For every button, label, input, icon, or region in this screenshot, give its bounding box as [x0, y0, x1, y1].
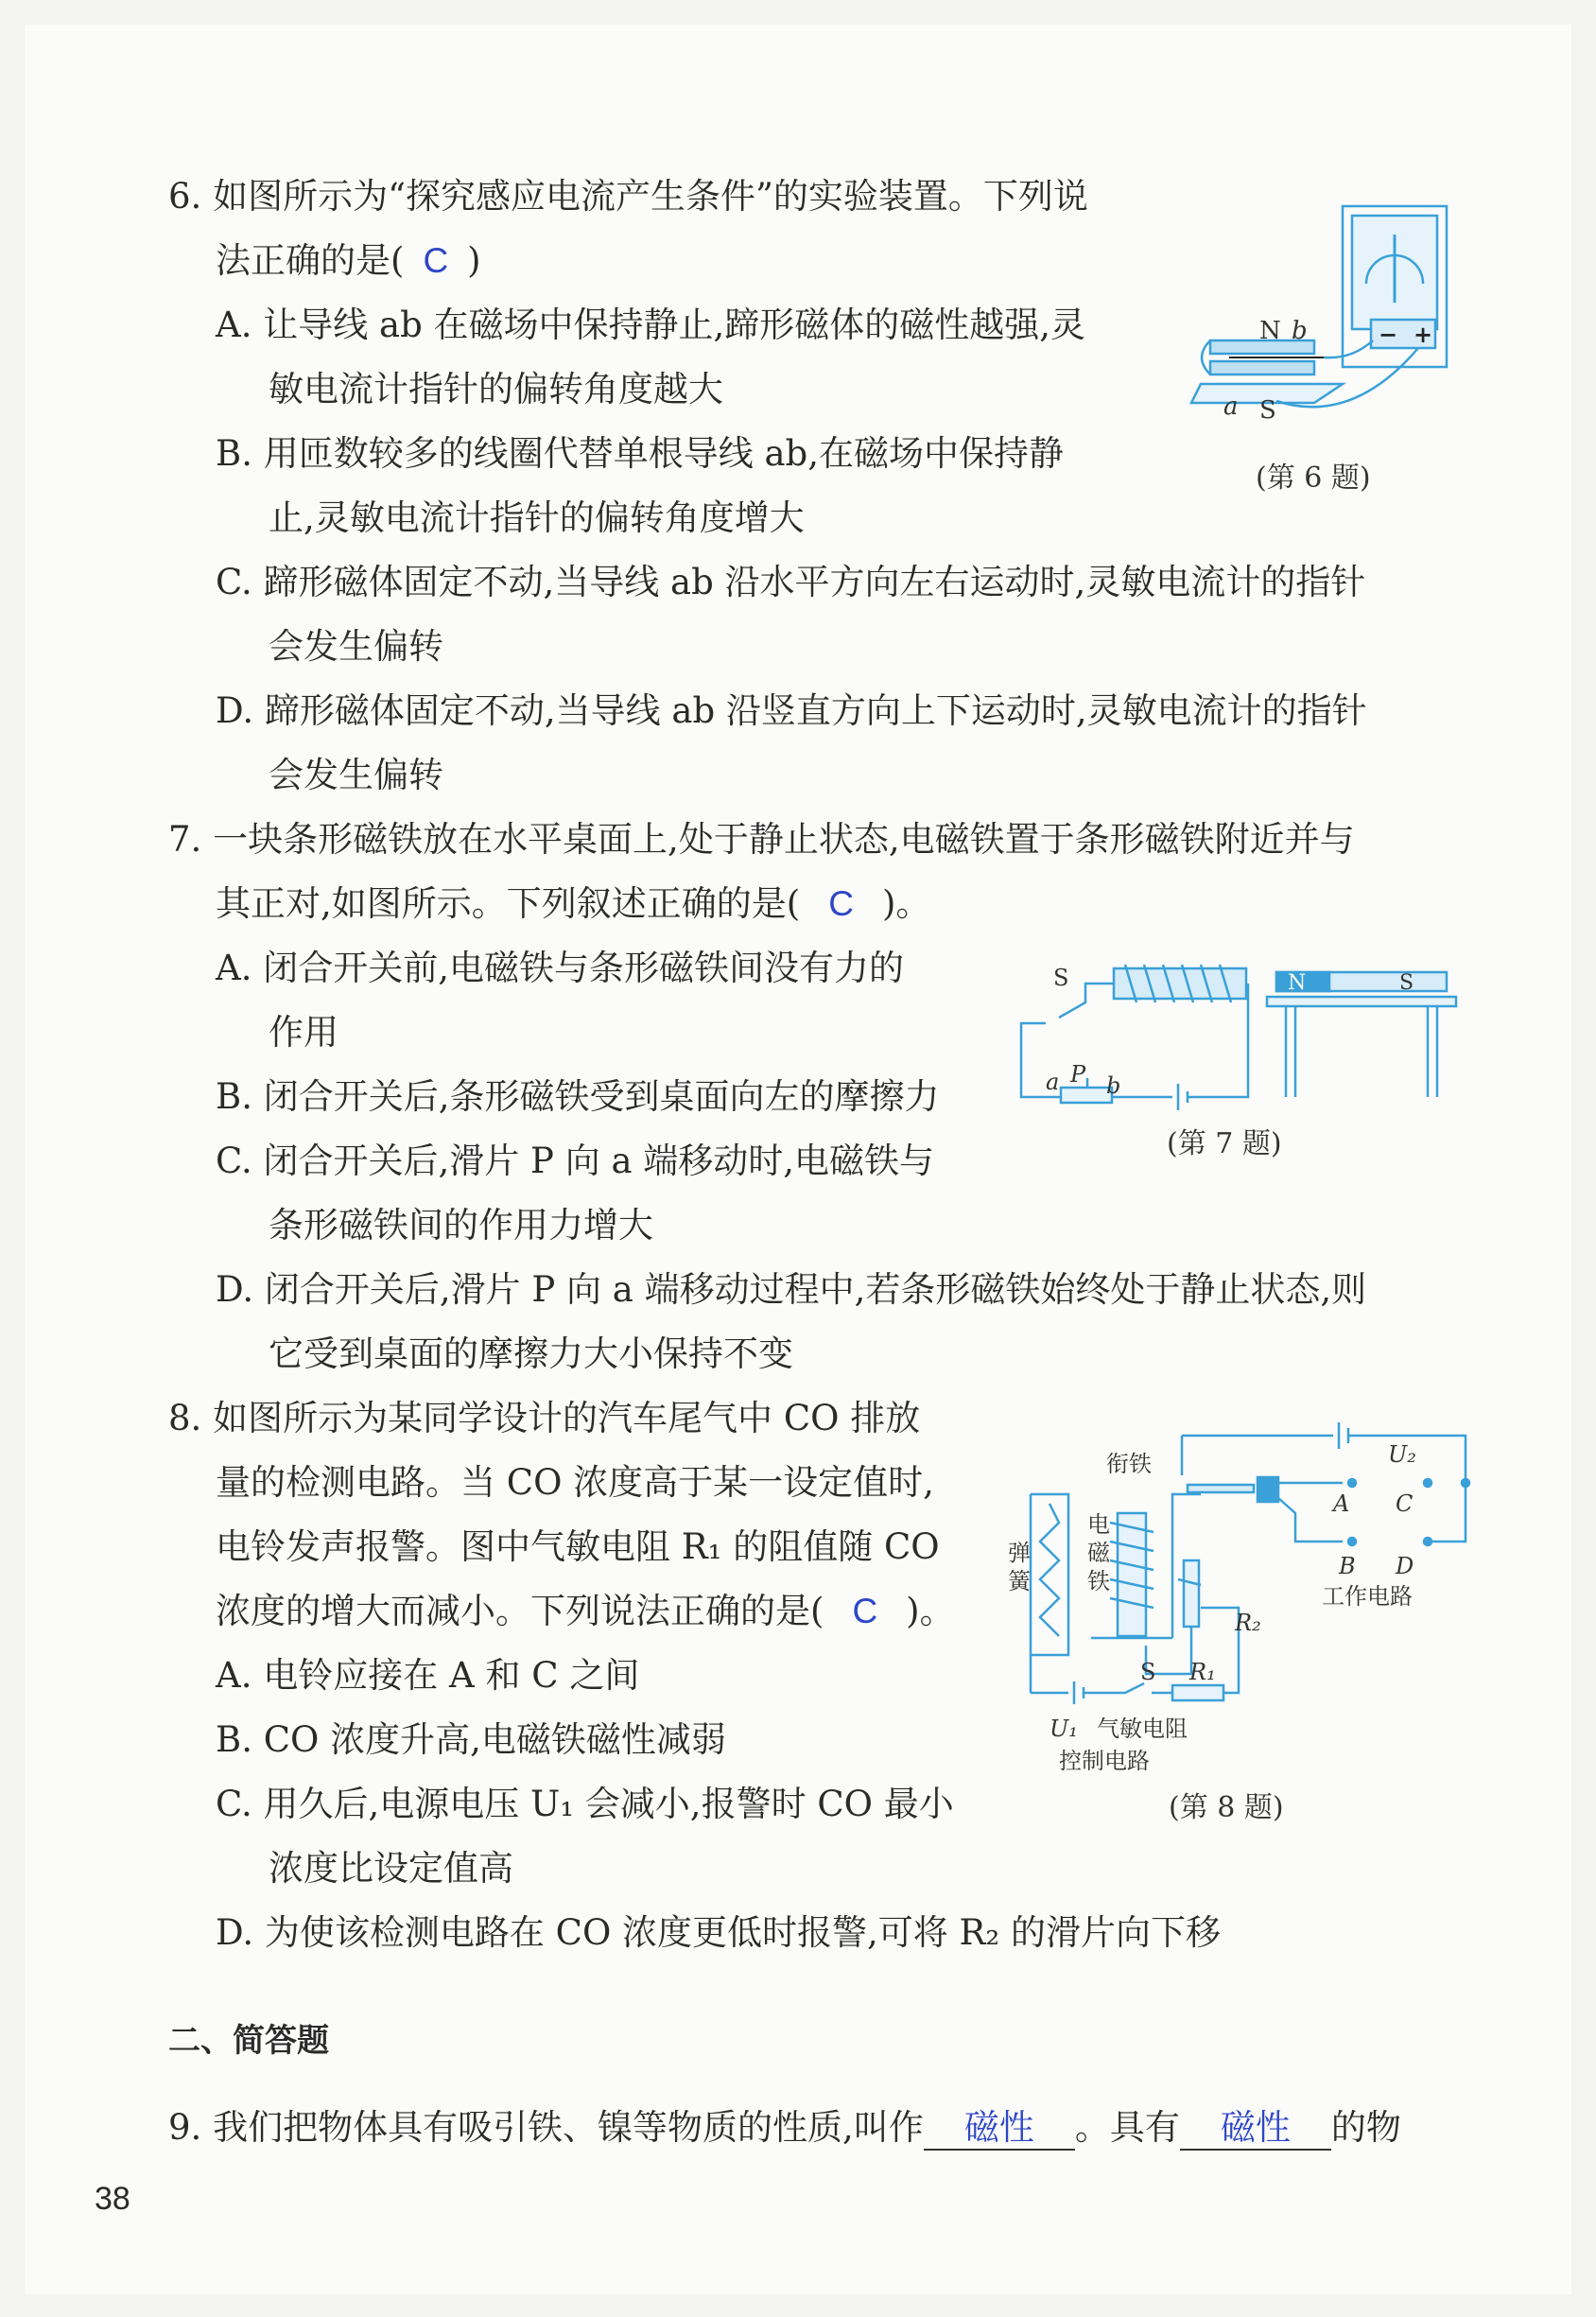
spring-frame	[1031, 1494, 1068, 1655]
fig7-label-s2: S	[1399, 971, 1414, 995]
q6-answer: C	[423, 241, 449, 280]
q8-caption: (第 8 题)	[1169, 1791, 1284, 1824]
q8-option-d-line1: D. 为使该检测电路在 CO 浓度更低时报警,可将 R₂ 的滑片向下移	[216, 1912, 1222, 1953]
q8-option-c-line1: C. 用久后,电源电压 U₁ 会减小,报警时 CO 最小	[216, 1784, 954, 1824]
q8-stem-suffix: )。	[906, 1591, 955, 1631]
q8-stem-prefix: 浓度的增大而减小。下列说法正确的是(	[216, 1591, 824, 1631]
fig8-label-em3: 铁	[1087, 1568, 1110, 1594]
fig8-label-control: 控制电路	[1059, 1748, 1150, 1774]
fig8-label-u2: U₂	[1388, 1441, 1416, 1468]
q6-caption: (第 6 题)	[1256, 462, 1371, 495]
q6-option-c-line2: 会发生偏转	[269, 626, 443, 667]
fig8-label-a: A	[1333, 1490, 1350, 1517]
r1-sensor	[1172, 1685, 1223, 1700]
horseshoe-magnet-bottom	[1210, 361, 1314, 375]
fig8-label-c: C	[1396, 1490, 1414, 1517]
fig8-label-em1: 电	[1087, 1511, 1110, 1538]
q9-prefix: 9. 我们把物体具有吸引铁、镍等物质的性质,叫作	[168, 2107, 924, 2148]
fig6-label-s: S	[1259, 396, 1276, 425]
fig7-label-p: P	[1070, 1061, 1086, 1088]
q7-option-c-line2: 条形磁铁间的作用力增大	[269, 1205, 653, 1246]
table-top	[1267, 997, 1456, 1006]
q7-stem-line2	[216, 883, 930, 925]
q6-stem-suffix: )	[467, 240, 481, 281]
fig6-label-a: a	[1223, 392, 1239, 421]
fig8-label-d: D	[1396, 1553, 1414, 1579]
fig8-label-em2: 磁	[1087, 1540, 1110, 1566]
fig8-label-u1: U₁	[1050, 1716, 1078, 1742]
rheostat	[1061, 1088, 1112, 1103]
q7-caption: (第 7 题)	[1167, 1127, 1282, 1160]
q7-option-c-line1: C. 闭合开关后,滑片 P 向 a 端移动时,电磁铁与	[216, 1141, 935, 1181]
fig8-label-r2: R₂	[1235, 1610, 1261, 1636]
q6-figure-galvanometer	[1201, 199, 1484, 435]
page-number: 38	[95, 2181, 130, 2217]
fig7-label-a: a	[1046, 1069, 1060, 1095]
q6-option-a-line2: 敏电流计指针的偏转角度越大	[269, 369, 723, 409]
q8-option-a-line1: A. 电铃应接在 A 和 C 之间	[216, 1655, 640, 1696]
fig7-label-n: N	[1288, 971, 1307, 995]
q6-option-d-line1: D. 蹄形磁体固定不动,当导线 ab 沿竖直方向上下运动时,灵敏电流计的指针	[216, 690, 1367, 731]
fig7-label-b: b	[1106, 1072, 1121, 1099]
q6-stem-line1: 6. 如图所示为“探究感应电流产生条件”的实验装置。下列说	[168, 176, 1088, 217]
q6-option-d-line2: 会发生偏转	[269, 755, 443, 795]
electromagnet-core	[1118, 1513, 1146, 1636]
fig8-label-spring1: 弹	[1008, 1540, 1031, 1566]
r2-rheostat	[1184, 1560, 1199, 1627]
fig8-label-armature: 衔铁	[1106, 1451, 1152, 1477]
fig8-label-r1: R₁	[1189, 1659, 1216, 1685]
q7-answer: C	[828, 884, 854, 923]
q9-blank-2: 磁性	[1180, 2107, 1331, 2151]
q8-figure-circuit	[1008, 1419, 1484, 1797]
q8-answer: C	[852, 1592, 878, 1630]
q9-suffix: 的物	[1330, 2107, 1401, 2148]
q7-stem-line1: 7. 一块条形磁铁放在水平桌面上,处于静止状态,电磁铁置于条形磁铁附近并与	[168, 819, 1355, 860]
fig8-label-spring2: 簧	[1008, 1568, 1031, 1594]
q6-option-b-line2: 止,灵敏电流计指针的偏转角度增大	[269, 497, 805, 538]
q7-figure-circuit	[1012, 955, 1475, 1116]
section-heading: 二、简答题	[168, 2022, 329, 2060]
armature	[1188, 1485, 1254, 1492]
fig6-minus: −	[1379, 321, 1398, 348]
fig6-label-n: N	[1259, 317, 1281, 345]
q7-option-d-line2: 它受到桌面的摩擦力大小保持不变	[269, 1333, 793, 1374]
fig8-label-s: S	[1140, 1659, 1156, 1685]
q7-stem-prefix: 其正对,如图所示。下列叙述正确的是(	[216, 883, 801, 924]
q8-stem-line1: 8. 如图所示为某同学设计的汽车尾气中 CO 排放	[168, 1398, 921, 1438]
q8-option-b-line1: B. CO 浓度升高,电磁铁磁性减弱	[216, 1719, 726, 1760]
q9-blank-1: 磁性	[924, 2107, 1075, 2151]
fig8-label-sensor: 气敏电阻	[1097, 1716, 1188, 1742]
fig8-label-work-circuit: 工作电路	[1322, 1583, 1413, 1610]
q6-stem-line2	[216, 240, 481, 282]
q7-option-d-line1: D. 闭合开关后,滑片 P 向 a 端移动过程中,若条形磁铁始终处于静止状态,则	[216, 1269, 1367, 1310]
fig8-label-b: B	[1339, 1553, 1356, 1579]
q7-option-a-line1: A. 闭合开关前,电磁铁与条形磁铁间没有力的	[216, 948, 905, 988]
q9-line	[168, 2107, 1401, 2151]
fig6-plus: +	[1414, 321, 1433, 348]
q6-option-c-line1: C. 蹄形磁体固定不动,当导线 ab 沿水平方向左右运动时,灵敏电流计的指针	[216, 562, 1366, 602]
q7-stem-suffix: )。	[881, 883, 931, 924]
q6-stem-prefix: 法正确的是(	[216, 240, 405, 281]
battery	[1112, 984, 1248, 1110]
q8-stem-line3: 电铃发声报警。图中气敏电阻 R₁ 的阻值随 CO	[216, 1526, 940, 1567]
q8-stem-line4	[216, 1591, 955, 1632]
q7-option-a-line2: 作用	[269, 1012, 338, 1053]
q9-middle: 。具有	[1074, 2107, 1180, 2148]
q8-option-c-line2: 浓度比设定值高	[269, 1848, 513, 1889]
q6-option-a-line1: A. 让导线 ab 在磁场中保持静止,蹄形磁体的磁性越强,灵	[216, 305, 1086, 345]
q6-option-b-line1: B. 用匝数较多的线圈代替单根导线 ab,在磁场中保持静	[216, 433, 1064, 474]
q7-option-b-line1: B. 闭合开关后,条形磁铁受到桌面向左的摩擦力	[216, 1076, 940, 1117]
fig6-label-b: b	[1292, 317, 1308, 345]
fig7-label-s: S	[1053, 965, 1069, 991]
q8-stem-line2: 量的检测电路。当 CO 浓度高于某一设定值时,	[216, 1462, 934, 1503]
